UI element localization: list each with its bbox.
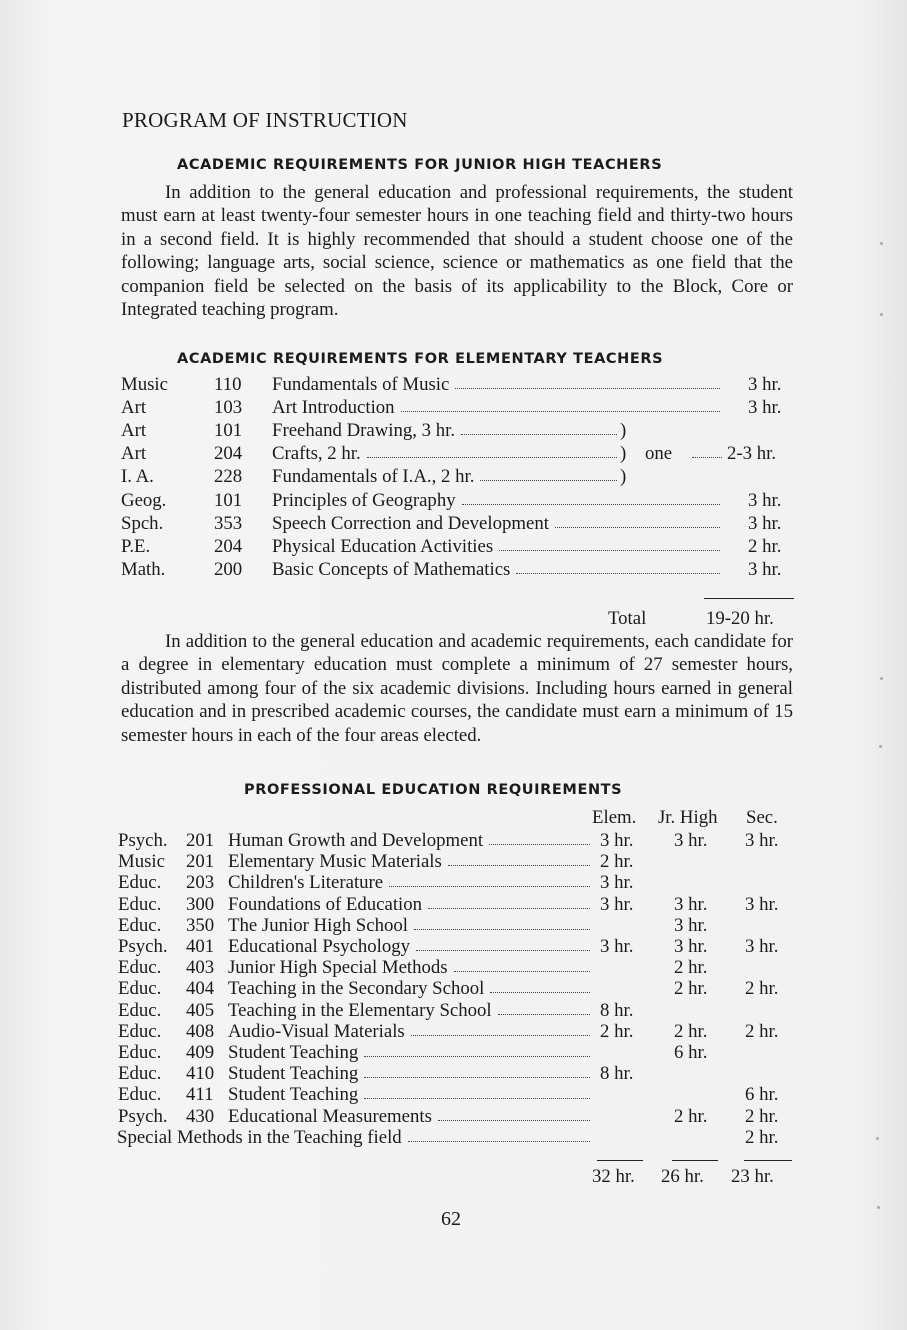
course-title: Art Introduction	[272, 397, 395, 419]
leader-dots	[462, 504, 720, 505]
jr-high-hours: 3 hr.	[674, 893, 708, 915]
course-title: Human Growth and Development	[228, 830, 484, 851]
col-elem-header: Elem.	[592, 807, 637, 828]
course-number: 300	[186, 893, 215, 915]
course-dept: P.E.	[121, 535, 151, 557]
sec-hours: 6 hr.	[745, 1084, 779, 1106]
course-dept: Educ.	[118, 914, 162, 936]
course-title: Basic Concepts of Mathematics	[272, 558, 511, 580]
course-dept: Art	[121, 420, 147, 442]
elem-hours: 3 hr.	[600, 893, 634, 915]
course-dept: Educ.	[118, 893, 162, 915]
leader-dots	[455, 388, 720, 389]
jr-high-hours: 3 hr.	[674, 914, 708, 936]
elem-hours: 2 hr.	[600, 851, 634, 873]
total-jr-high: 26 hr.	[661, 1166, 704, 1187]
leader-dots	[692, 457, 722, 458]
elem-hours: 2 hr.	[600, 1020, 634, 1042]
course-title: Junior High Special Methods	[228, 957, 448, 979]
bracket-close: )	[620, 443, 627, 465]
leader-dots	[461, 434, 617, 435]
course-dept: Educ.	[118, 872, 162, 894]
leader-dots	[414, 929, 590, 930]
professional-course-row	[0, 1126, 907, 1149]
professional-course-row	[0, 1083, 907, 1106]
course-dept: Educ.	[118, 1063, 162, 1085]
leader-dots	[408, 1141, 590, 1142]
jr-high-hours: 2 hr.	[674, 957, 708, 979]
professional-course-row	[0, 999, 907, 1022]
elem-hours: 3 hr.	[600, 872, 634, 894]
course-number: 204	[214, 443, 243, 465]
course-title: Elementary Music Materials	[228, 851, 442, 873]
course-dept: Art	[121, 397, 147, 419]
course-dept: Educ.	[118, 957, 162, 979]
course-number: 228	[214, 466, 243, 488]
elementary-course-row	[0, 396, 907, 419]
jr-high-hours: 2 hr.	[674, 1105, 708, 1127]
sec-hours: 3 hr.	[745, 893, 779, 915]
course-dept: Educ.	[118, 1084, 162, 1106]
elementary-course-row	[0, 558, 907, 581]
page-header: PROGRAM OF INSTRUCTION	[122, 108, 408, 132]
course-number: 408	[186, 1020, 215, 1042]
course-dept: Educ.	[118, 978, 162, 1000]
course-dept: Educ.	[118, 1020, 162, 1042]
professional-course-row	[0, 850, 907, 873]
elementary-course-row	[0, 465, 907, 488]
elem-hours: 3 hr.	[600, 936, 634, 957]
course-number: 410	[186, 1063, 215, 1085]
professional-title: PROFESSIONAL EDUCATION REQUIREMENTS	[244, 782, 623, 798]
course-dept: Music	[118, 851, 165, 873]
professional-course-row	[0, 1041, 907, 1064]
leader-dots	[438, 1120, 590, 1121]
course-hours: 2 hr.	[748, 535, 782, 557]
elementary-course-row	[0, 535, 907, 558]
bracket-close: )	[620, 420, 627, 442]
junior-high-paragraph: In addition to the general education and professional requirements, the student must earn at least twenty-four semester hours in one teaching field and thirty-two hours in a second field. It is highly recommended that should a student choose one of the following; language arts, social science, science or mathematics as one field that the companion field be selected on the basis of its applicability to the Block, Core or Integrated teaching program.	[121, 182, 793, 321]
course-dept: Spch.	[121, 512, 164, 534]
page-number: 62	[441, 1208, 461, 1230]
course-number: 201	[186, 830, 215, 851]
course-title: Speech Correction and Development	[272, 512, 549, 534]
course-number: 430	[186, 1105, 215, 1127]
course-number: 403	[186, 957, 215, 979]
professional-course-row	[0, 956, 907, 979]
sec-hours: 2 hr.	[745, 1126, 779, 1148]
course-title: Physical Education Activities	[272, 535, 494, 557]
total-rule	[704, 598, 794, 599]
sec-hours: 2 hr.	[745, 978, 779, 1000]
course-number: 101	[214, 489, 243, 511]
jr-high-hours: 6 hr.	[674, 1042, 708, 1063]
leader-dots	[489, 844, 590, 845]
professional-course-row	[0, 829, 907, 852]
elementary-paragraph: In addition to the general education and academic requirements, each candidate for a degree in elementary education must complete a minimum of 27 semester hours, distributed among four of the six academic divisions. Including hours earned in general education and in prescribed academic courses, the candidate must earn a minimum of 15 semester hours in each of the four areas elected.	[121, 631, 793, 746]
course-title: Student Teaching	[228, 1063, 359, 1085]
leader-dots	[555, 527, 720, 528]
course-number: 103	[214, 397, 243, 419]
leader-dots	[428, 908, 590, 909]
course-hours: 3 hr.	[748, 558, 782, 580]
col-sec-header: Sec.	[746, 807, 778, 828]
leader-dots	[454, 971, 590, 972]
elem-hours: 8 hr.	[600, 1063, 634, 1085]
course-dept: Educ.	[118, 1042, 162, 1063]
leader-dots	[448, 865, 590, 866]
elementary-title: ACADEMIC REQUIREMENTS FOR ELEMENTARY TEACHERS	[177, 351, 664, 367]
elem-total-rule	[597, 1160, 643, 1161]
course-number: 405	[186, 999, 215, 1021]
course-title: Educational Psychology	[228, 936, 411, 957]
course-title: Teaching in the Elementary School	[228, 999, 492, 1021]
sec-hours: 2 hr.	[745, 1020, 779, 1042]
scan-speck	[879, 745, 882, 748]
total-value: 19-20 hr.	[706, 608, 774, 629]
sec-hours: 3 hr.	[745, 936, 779, 957]
professional-course-row	[0, 977, 907, 1000]
leader-dots	[499, 550, 720, 551]
bracket-close: )	[620, 466, 627, 488]
course-number: 204	[214, 535, 243, 557]
leader-dots	[389, 886, 590, 887]
course-dept: Music	[121, 374, 168, 395]
course-number: 101	[214, 420, 243, 442]
sec-hours: 2 hr.	[745, 1105, 779, 1127]
scan-speck	[880, 677, 883, 680]
leader-dots	[364, 1098, 590, 1099]
elementary-total-row	[0, 607, 907, 630]
course-hours: 3 hr.	[748, 397, 782, 419]
sec-total-rule	[744, 1160, 792, 1161]
course-dept: Art	[121, 443, 147, 465]
course-number: 353	[214, 512, 243, 534]
course-dept: I. A.	[121, 466, 154, 488]
professional-total-row	[0, 1165, 907, 1188]
course-dept: Educ.	[118, 999, 162, 1021]
professional-course-row	[0, 893, 907, 916]
scan-speck	[876, 1137, 879, 1140]
course-number: 401	[186, 936, 215, 957]
scan-speck	[880, 242, 883, 245]
elementary-course-row	[0, 442, 907, 465]
scan-speck	[877, 1206, 880, 1209]
course-number: 203	[186, 872, 215, 894]
course-hours: 3 hr.	[748, 512, 782, 534]
col-jr-high-header: Jr. High	[658, 807, 718, 828]
elementary-course-row	[0, 373, 907, 396]
course-title: The Junior High School	[228, 914, 408, 936]
jr-high-hours: 3 hr.	[674, 830, 708, 851]
leader-dots	[367, 457, 617, 458]
course-number: 200	[214, 558, 243, 580]
professional-course-row	[0, 935, 907, 958]
jr-total-rule	[672, 1160, 718, 1161]
total-label: Total	[608, 608, 647, 629]
elementary-course-row	[0, 512, 907, 535]
course-number: 409	[186, 1042, 215, 1063]
course-title: Special Methods in the Teaching field	[117, 1126, 402, 1148]
elementary-course-row	[0, 419, 907, 442]
course-dept: Psych.	[118, 830, 168, 851]
course-hours: 3 hr.	[748, 489, 782, 511]
professional-course-row	[0, 1020, 907, 1043]
leader-dots	[516, 573, 720, 574]
course-title: Foundations of Education	[228, 893, 423, 915]
choose-one-label: one	[645, 443, 673, 465]
leader-dots	[490, 992, 590, 993]
professional-course-row	[0, 1105, 907, 1128]
jr-high-hours: 2 hr.	[674, 978, 708, 1000]
leader-dots	[480, 480, 617, 481]
course-number: 201	[186, 851, 215, 873]
course-title: Fundamentals of Music	[272, 374, 450, 395]
professional-course-row	[0, 914, 907, 937]
leader-dots	[411, 1035, 590, 1036]
course-title: Student Teaching	[228, 1042, 359, 1063]
course-dept: Psych.	[118, 936, 168, 957]
course-number: 110	[214, 374, 242, 395]
total-elem: 32 hr.	[592, 1166, 635, 1187]
jr-high-hours: 3 hr.	[674, 936, 708, 957]
course-title: Fundamentals of I.A., 2 hr.	[272, 466, 475, 488]
leader-dots	[364, 1077, 590, 1078]
elem-hours: 8 hr.	[600, 999, 634, 1021]
professional-course-row	[0, 871, 907, 894]
course-title: Student Teaching	[228, 1084, 359, 1106]
professional-column-headers	[0, 806, 907, 829]
jr-high-hours: 2 hr.	[674, 1020, 708, 1042]
course-number: 350	[186, 914, 215, 936]
professional-course-row	[0, 1062, 907, 1085]
course-title: Teaching in the Secondary School	[228, 978, 485, 1000]
course-title: Freehand Drawing, 3 hr.	[272, 420, 456, 442]
course-hours: 2-3 hr.	[727, 443, 777, 465]
course-title: Principles of Geography	[272, 489, 456, 511]
course-dept: Geog.	[121, 489, 167, 511]
total-sec: 23 hr.	[731, 1166, 774, 1187]
leader-dots	[401, 411, 720, 412]
leader-dots	[416, 950, 590, 951]
elementary-course-row	[0, 489, 907, 512]
sec-hours: 3 hr.	[745, 830, 779, 851]
elem-hours: 3 hr.	[600, 830, 634, 851]
scan-speck	[880, 313, 883, 316]
course-title: Children's Literature	[228, 872, 384, 894]
course-title: Educational Measurements	[228, 1105, 432, 1127]
course-title: Audio-Visual Materials	[228, 1020, 405, 1042]
course-dept: Math.	[121, 558, 166, 580]
leader-dots	[498, 1014, 590, 1015]
course-number: 411	[186, 1084, 214, 1106]
course-title: Crafts, 2 hr.	[272, 443, 361, 465]
junior-high-title: ACADEMIC REQUIREMENTS FOR JUNIOR HIGH TEACHERS	[177, 157, 663, 173]
course-number: 404	[186, 978, 215, 1000]
leader-dots	[364, 1056, 590, 1057]
course-hours: 3 hr.	[748, 374, 782, 395]
course-dept: Psych.	[118, 1105, 168, 1127]
